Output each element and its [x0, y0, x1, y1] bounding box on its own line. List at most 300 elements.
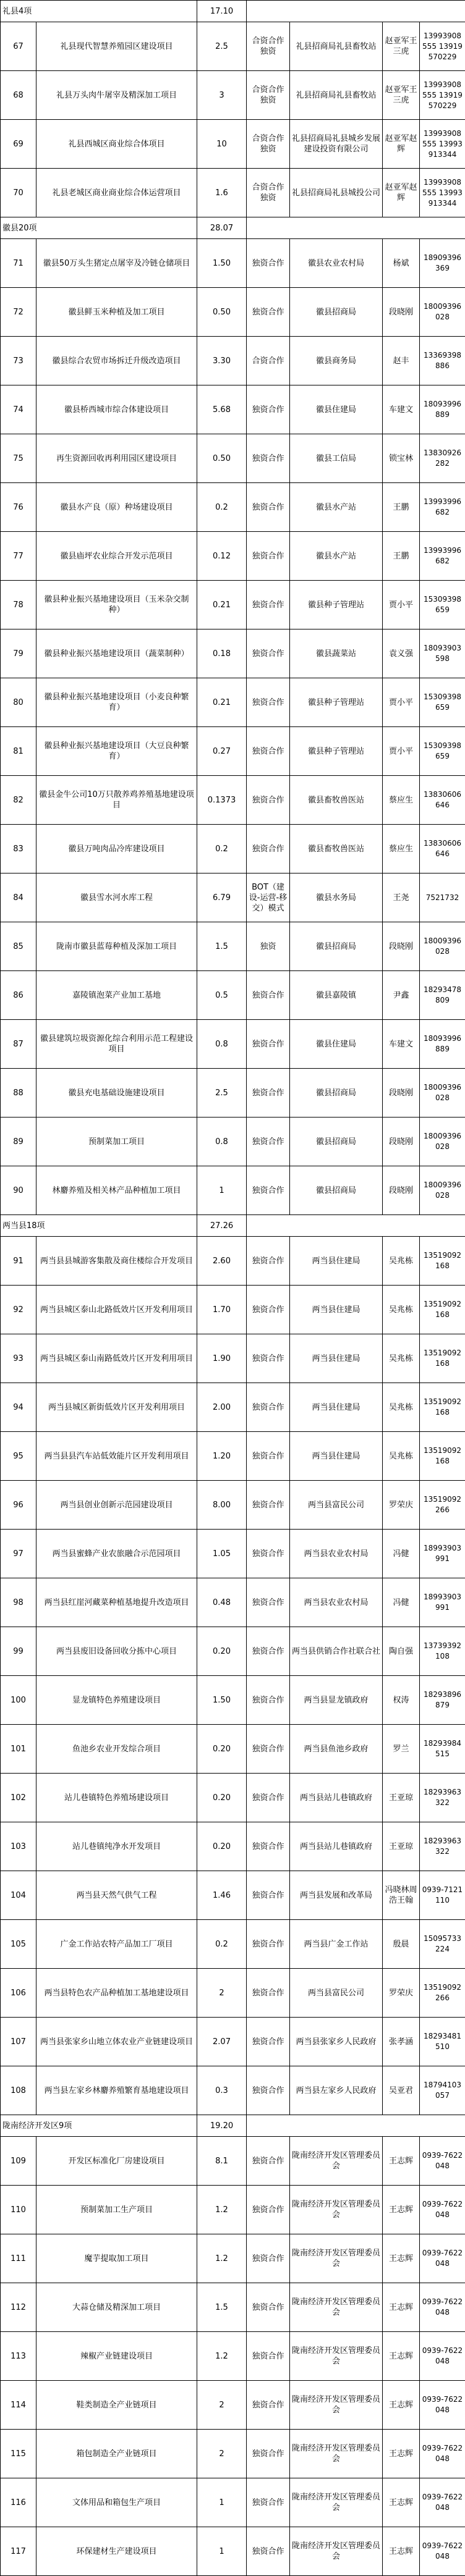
contact-phone: 18009396028: [420, 1118, 465, 1166]
contact-phone: 13993908555 13993913344: [420, 120, 465, 169]
investment-amount: 1.6: [197, 169, 247, 217]
contact-person: 冯晓林周浩王翰: [383, 1871, 420, 1920]
project-name: 徽县鲜玉米种植及加工项目: [36, 288, 197, 337]
row-number: 83: [1, 825, 36, 873]
project-name: 开发区标准化厂房建设项目: [36, 2137, 197, 2186]
contact-person: 赵丰: [383, 337, 420, 385]
contact-person: 段晓刚: [383, 1069, 420, 1118]
responsible-unit: 徽县畜牧兽医站: [290, 776, 383, 825]
contact-person: 贾小平: [383, 678, 420, 727]
investment-amount: 0.48: [197, 1578, 247, 1627]
investment-amount: 0.8: [197, 1020, 247, 1069]
project-name: 礼县西城区商业综合体项目: [36, 120, 197, 169]
contact-phone: 0939-7622048: [420, 2332, 465, 2381]
table-row: [1, 1020, 465, 1069]
section-header-row: [1, 217, 465, 239]
contact-person: 王尧: [383, 873, 420, 922]
cooperation-mode: 独资合作: [247, 1334, 290, 1383]
responsible-unit: 礼县招商局礼县城投公司: [290, 169, 383, 217]
cooperation-mode: 独资合作: [247, 483, 290, 532]
table-row: [1, 71, 465, 120]
responsible-unit: 徽县招商局: [290, 1118, 383, 1166]
row-number: 100: [1, 1676, 36, 1725]
project-name: 箱包制造全产业链项目: [36, 2430, 197, 2478]
table-row: [1, 120, 465, 169]
project-name: 显龙镇特色养殖建设项目: [36, 1676, 197, 1725]
project-name: 徽县综合农贸市场拆迁升级改造项目: [36, 337, 197, 385]
table-row: [1, 922, 465, 971]
table-row: [1, 1774, 465, 1822]
section-total: 28.07: [197, 217, 247, 239]
responsible-unit: 徽县种子管理站: [290, 678, 383, 727]
table-row: [1, 2186, 465, 2234]
contact-person: 车建文: [383, 1020, 420, 1069]
table-row: [1, 629, 465, 678]
responsible-unit: 礼县招商局礼县畜牧站: [290, 71, 383, 120]
table-row: [1, 337, 465, 385]
project-name: 再生资源回收再利用园区建设项目: [36, 434, 197, 483]
row-number: 76: [1, 483, 36, 532]
table-row: [1, 2381, 465, 2430]
row-number: 69: [1, 120, 36, 169]
responsible-unit: 徽县招商局: [290, 288, 383, 337]
responsible-unit: 两当县住建局: [290, 1286, 383, 1334]
row-number: 110: [1, 2186, 36, 2234]
row-number: 90: [1, 1166, 36, 1215]
cooperation-mode: 独资合作: [247, 1920, 290, 1969]
cooperation-mode: 独资合作: [247, 1118, 290, 1166]
table-row: [1, 1530, 465, 1578]
table-row: [1, 2527, 465, 2576]
row-number: 74: [1, 385, 36, 434]
project-name: 两当县天然气供气工程: [36, 1871, 197, 1920]
project-name: 两当县红崖河藏菜种植基地提升改造项目: [36, 1578, 197, 1627]
table-row: [1, 239, 465, 288]
cooperation-mode: 独资合作: [247, 1383, 290, 1432]
section-header-row: [1, 1215, 465, 1237]
table-row: [1, 1286, 465, 1334]
contact-phone: 15095733224: [420, 1920, 465, 1969]
responsible-unit: 徽县水务局: [290, 873, 383, 922]
project-name: 两当县城区新街低效片区开发利用项目: [36, 1383, 197, 1432]
responsible-unit: 徽县住建局: [290, 1020, 383, 1069]
contact-phone: 0939-7622048: [420, 2430, 465, 2478]
section-empty-cell: [247, 217, 465, 239]
investment-amount: 1.50: [197, 239, 247, 288]
section-empty-cell: [247, 1, 465, 22]
row-number: 71: [1, 239, 36, 288]
table-row: [1, 727, 465, 776]
row-number: 67: [1, 22, 36, 71]
table-row: [1, 873, 465, 922]
row-number: 106: [1, 1969, 36, 2018]
responsible-unit: 两当县富民公司: [290, 1481, 383, 1530]
contact-phone: 18993903991: [420, 1530, 465, 1578]
section-total: 27.26: [197, 1215, 247, 1237]
section-title: 徽县20项: [1, 217, 197, 239]
contact-person: 杨斌: [383, 239, 420, 288]
row-number: 104: [1, 1871, 36, 1920]
table-row: [1, 2234, 465, 2283]
cooperation-mode: 合资合作独资: [247, 71, 290, 120]
row-number: 85: [1, 922, 36, 971]
responsible-unit: 两当县住建局: [290, 1432, 383, 1481]
table-row: [1, 1069, 465, 1118]
responsible-unit: 礼县招商局礼县城乡发展建设投资有限公司: [290, 120, 383, 169]
investment-amount: 0.50: [197, 434, 247, 483]
project-name: 礼县老城区商业商业综合体运营项目: [36, 169, 197, 217]
cooperation-mode: 独资合作: [247, 1578, 290, 1627]
section-total: 19.20: [197, 2115, 247, 2137]
contact-phone: 18993903991: [420, 1578, 465, 1627]
cooperation-mode: 合资合作独资: [247, 120, 290, 169]
contact-phone: 18293963322: [420, 1774, 465, 1822]
project-name: 徽县种业振兴基地建设项目（玉米杂交制种）: [36, 581, 197, 629]
responsible-unit: 徽县水产站: [290, 532, 383, 581]
contact-phone: 13519092168: [420, 1334, 465, 1383]
section-title: 礼县4项: [1, 1, 197, 22]
row-number: 79: [1, 629, 36, 678]
contact-phone: 18293984515: [420, 1725, 465, 1774]
table-row: [1, 678, 465, 727]
contact-person: 段晓刚: [383, 1118, 420, 1166]
investment-amount: 2.5: [197, 22, 247, 71]
contact-person: 段晓刚: [383, 922, 420, 971]
table-row: [1, 825, 465, 873]
contact-person: 王亚琼: [383, 1822, 420, 1871]
section-header-row: [1, 1, 465, 22]
project-table-body: [1, 1, 465, 2576]
contact-person: 王鹏: [383, 532, 420, 581]
contact-phone: 0939-7622048: [420, 2381, 465, 2430]
contact-phone: 18293896879: [420, 1676, 465, 1725]
contact-phone: 13830606646: [420, 825, 465, 873]
cooperation-mode: 独资合作: [247, 1822, 290, 1871]
project-name: 徽县桥西城市综合体建设项目: [36, 385, 197, 434]
responsible-unit: 徽县畜牧兽医站: [290, 825, 383, 873]
contact-person: 蔡应生: [383, 776, 420, 825]
row-number: 96: [1, 1481, 36, 1530]
cooperation-mode: 独资合作: [247, 532, 290, 581]
contact-person: 王志辉: [383, 2234, 420, 2283]
project-name: 徽县水产良（原）种场建设项目: [36, 483, 197, 532]
investment-amount: 0.1373: [197, 776, 247, 825]
contact-person: 王志辉: [383, 2186, 420, 2234]
contact-phone: 13993996682: [420, 532, 465, 581]
responsible-unit: 陇南经济开发区管理委员会: [290, 2381, 383, 2430]
responsible-unit: 陇南经济开发区管理委员会: [290, 2332, 383, 2381]
contact-phone: 13830606646: [420, 776, 465, 825]
cooperation-mode: 独资合作: [247, 239, 290, 288]
responsible-unit: 两当县发展和改革局: [290, 1871, 383, 1920]
project-name: 徽县种业振兴基地建设项目（小麦良种繁育）: [36, 678, 197, 727]
investment-amount: 1: [197, 2527, 247, 2576]
contact-phone: 18009396028: [420, 922, 465, 971]
contact-phone: 13993908555 13919570229: [420, 22, 465, 71]
contact-phone: 18093996889: [420, 385, 465, 434]
investment-amount: 2.07: [197, 2018, 247, 2066]
responsible-unit: 陇南经济开发区管理委员会: [290, 2478, 383, 2527]
contact-phone: 18293478809: [420, 971, 465, 1020]
cooperation-mode: 独资合作: [247, 1237, 290, 1286]
investment-amount: 1.5: [197, 2283, 247, 2332]
responsible-unit: 两当县站儿巷镇政府: [290, 1822, 383, 1871]
row-number: 75: [1, 434, 36, 483]
investment-amount: 6.79: [197, 873, 247, 922]
project-name: 嘉陵镇泡菜产业加工基地: [36, 971, 197, 1020]
contact-person: 贾小平: [383, 581, 420, 629]
responsible-unit: 两当县张家乡人民政府: [290, 2018, 383, 2066]
contact-person: 赵亚军赵辉: [383, 169, 420, 217]
project-name: 环保建材生产建设项目: [36, 2527, 197, 2576]
cooperation-mode: 独资合作: [247, 2332, 290, 2381]
row-number: 102: [1, 1774, 36, 1822]
investment-amount: 0.21: [197, 581, 247, 629]
section-total: 17.10: [197, 1, 247, 22]
responsible-unit: 徽县商务局: [290, 337, 383, 385]
cooperation-mode: 独资合作: [247, 1627, 290, 1676]
contact-person: 锁宝林: [383, 434, 420, 483]
project-name: 礼县万头肉牛屠宰及精深加工项目: [36, 71, 197, 120]
table-row: [1, 1822, 465, 1871]
row-number: 81: [1, 727, 36, 776]
contact-phone: 18093903598: [420, 629, 465, 678]
project-name: 徽县万吨肉品冷库建设项目: [36, 825, 197, 873]
row-number: 113: [1, 2332, 36, 2381]
project-name: 辣椒产业链建设项目: [36, 2332, 197, 2381]
table-row: [1, 2283, 465, 2332]
contact-phone: 18093996889: [420, 1020, 465, 1069]
responsible-unit: 徽县招商局: [290, 922, 383, 971]
row-number: 101: [1, 1725, 36, 1774]
project-name: 大蒜仓储及精深加工项目: [36, 2283, 197, 2332]
responsible-unit: 两当县住建局: [290, 1334, 383, 1383]
table-row: [1, 971, 465, 1020]
contact-person: 蔡应生: [383, 825, 420, 873]
project-name: 林麝养殖及相关林产品种植加工项目: [36, 1166, 197, 1215]
contact-phone: 13519092168: [420, 1432, 465, 1481]
cooperation-mode: 独资合作: [247, 385, 290, 434]
cooperation-mode: BOT（建设-运营-移交）模式: [247, 873, 290, 922]
row-number: 93: [1, 1334, 36, 1383]
project-name: 两当县废旧设备回收分拣中心项目: [36, 1627, 197, 1676]
investment-amount: 1.5: [197, 922, 247, 971]
cooperation-mode: 独资合作: [247, 2018, 290, 2066]
responsible-unit: 徽县种子管理站: [290, 727, 383, 776]
investment-amount: 0.20: [197, 1774, 247, 1822]
project-name: 徽县充电基础设施建设项目: [36, 1069, 197, 1118]
table-row: [1, 2066, 465, 2115]
responsible-unit: 徽县工信局: [290, 434, 383, 483]
responsible-unit: 两当县富民公司: [290, 1969, 383, 2018]
investment-amount: 1.90: [197, 1334, 247, 1383]
contact-phone: 18794103057: [420, 2066, 465, 2115]
contact-person: 尹鑫: [383, 971, 420, 1020]
cooperation-mode: 独资合作: [247, 2283, 290, 2332]
contact-person: 袁义强: [383, 629, 420, 678]
investment-amount: 0.2: [197, 483, 247, 532]
responsible-unit: 两当县农业农村局: [290, 1530, 383, 1578]
row-number: 88: [1, 1069, 36, 1118]
contact-phone: 13519092266: [420, 1969, 465, 2018]
investment-amount: 0.21: [197, 678, 247, 727]
responsible-unit: 陇南经济开发区管理委员会: [290, 2234, 383, 2283]
investment-amount: 8.00: [197, 1481, 247, 1530]
section-header-row: [1, 2115, 465, 2137]
responsible-unit: 徽县蔬菜站: [290, 629, 383, 678]
contact-person: 吴兆栋: [383, 1286, 420, 1334]
contact-person: 王志辉: [383, 2527, 420, 2576]
investment-amount: 1.70: [197, 1286, 247, 1334]
row-number: 109: [1, 2137, 36, 2186]
table-row: [1, 2430, 465, 2478]
responsible-unit: 陇南经济开发区管理委员会: [290, 2186, 383, 2234]
investment-amount: 3: [197, 71, 247, 120]
cooperation-mode: 独资合作: [247, 2430, 290, 2478]
contact-person: 吴亚君: [383, 2066, 420, 2115]
row-number: 94: [1, 1383, 36, 1432]
investment-amount: 0.2: [197, 825, 247, 873]
project-name: 徽县建筑垃圾资源化综合利用示范工程建设项目: [36, 1020, 197, 1069]
contact-phone: 13519092168: [420, 1383, 465, 1432]
responsible-unit: 两当县供销合作社联合社: [290, 1627, 383, 1676]
project-name: 礼县现代智慧养殖园区建设项目: [36, 22, 197, 71]
responsible-unit: 陇南经济开发区管理委员会: [290, 2527, 383, 2576]
row-number: 112: [1, 2283, 36, 2332]
table-row: [1, 1871, 465, 1920]
project-name: 陇南市徽县蓝莓种植及深加工项目: [36, 922, 197, 971]
section-title: 陇南经济开发区9项: [1, 2115, 197, 2137]
cooperation-mode: 独资合作: [247, 288, 290, 337]
section-empty-cell: [247, 1215, 465, 1237]
project-name: 徽县种业振兴基地建设项目（大豆良种繁育）: [36, 727, 197, 776]
contact-person: 罗荣庆: [383, 1969, 420, 2018]
table-row: [1, 1578, 465, 1627]
contact-phone: 13519092168: [420, 1237, 465, 1286]
contact-phone: 15309398659: [420, 678, 465, 727]
row-number: 114: [1, 2381, 36, 2430]
investment-amount: 2: [197, 2381, 247, 2430]
project-name: 两当县城区泰山北路低效片区开发利用项目: [36, 1286, 197, 1334]
table-row: [1, 2137, 465, 2186]
row-number: 115: [1, 2430, 36, 2478]
responsible-unit: 徽县水产站: [290, 483, 383, 532]
investment-amount: 0.12: [197, 532, 247, 581]
row-number: 98: [1, 1578, 36, 1627]
cooperation-mode: 独资合作: [247, 971, 290, 1020]
table-row: [1, 2478, 465, 2527]
row-number: 80: [1, 678, 36, 727]
contact-phone: 13993996682: [420, 483, 465, 532]
cooperation-mode: 独资合作: [247, 1481, 290, 1530]
responsible-unit: 徽县农业农村局: [290, 239, 383, 288]
contact-phone: 13739392108: [420, 1627, 465, 1676]
responsible-unit: 两当县住建局: [290, 1237, 383, 1286]
cooperation-mode: 独资合作: [247, 581, 290, 629]
cooperation-mode: 独资合作: [247, 678, 290, 727]
row-number: 78: [1, 581, 36, 629]
row-number: 82: [1, 776, 36, 825]
contact-phone: 13369398886: [420, 337, 465, 385]
responsible-unit: 徽县种子管理站: [290, 581, 383, 629]
cooperation-mode: 独资合作: [247, 1969, 290, 2018]
contact-phone: 15309398659: [420, 727, 465, 776]
contact-person: 段晓刚: [383, 288, 420, 337]
row-number: 116: [1, 2478, 36, 2527]
project-name: 徽县金牛公司10万只散养鸡养殖基地建设项目: [36, 776, 197, 825]
row-number: 117: [1, 2527, 36, 2576]
cooperation-mode: 独资合作: [247, 2381, 290, 2430]
responsible-unit: 两当县广金工作站: [290, 1920, 383, 1969]
responsible-unit: 礼县招商局礼县畜牧站: [290, 22, 383, 71]
contact-phone: 0939-7622048: [420, 2478, 465, 2527]
contact-person: 王志辉: [383, 2430, 420, 2478]
contact-person: 段晓刚: [383, 1166, 420, 1215]
responsible-unit: 两当县住建局: [290, 1383, 383, 1432]
investment-amount: 3.30: [197, 337, 247, 385]
cooperation-mode: 独资合作: [247, 727, 290, 776]
investment-amount: 1.50: [197, 1676, 247, 1725]
investment-amount: 8.1: [197, 2137, 247, 2186]
table-row: [1, 776, 465, 825]
table-row: [1, 2332, 465, 2381]
contact-person: 王志辉: [383, 2137, 420, 2186]
table-row: [1, 1481, 465, 1530]
project-name: 两当县特色农产品种植加工基地建设项目: [36, 1969, 197, 2018]
table-row: [1, 1334, 465, 1383]
table-row: [1, 1676, 465, 1725]
contact-phone: 7521732: [420, 873, 465, 922]
row-number: 97: [1, 1530, 36, 1578]
investment-amount: 1.2: [197, 2234, 247, 2283]
table-row: [1, 288, 465, 337]
cooperation-mode: 独资合作: [247, 1530, 290, 1578]
section-title: 两当县18项: [1, 1215, 197, 1237]
cooperation-mode: 独资合作: [247, 434, 290, 483]
contact-phone: 18909396369: [420, 239, 465, 288]
investment-amount: 10: [197, 120, 247, 169]
project-name: 两当县城区泰山南路低效片区开发利用项目: [36, 1334, 197, 1383]
contact-phone: 13519092168: [420, 1286, 465, 1334]
cooperation-mode: 独资合作: [247, 1676, 290, 1725]
investment-amount: 1.2: [197, 2332, 247, 2381]
contact-person: 吴兆栋: [383, 1334, 420, 1383]
responsible-unit: 徽县招商局: [290, 1069, 383, 1118]
cooperation-mode: 独资合作: [247, 1774, 290, 1822]
table-row: [1, 22, 465, 71]
contact-person: 王志辉: [383, 2283, 420, 2332]
table-row: [1, 483, 465, 532]
cooperation-mode: 独资合作: [247, 2186, 290, 2234]
row-number: 86: [1, 971, 36, 1020]
table-row: [1, 1725, 465, 1774]
row-number: 91: [1, 1237, 36, 1286]
investment-amount: 1: [197, 1166, 247, 1215]
contact-person: 权涛: [383, 1676, 420, 1725]
table-row: [1, 532, 465, 581]
contact-phone: 13993908555 13993913344: [420, 169, 465, 217]
investment-amount: 1.2: [197, 2186, 247, 2234]
section-empty-cell: [247, 2115, 465, 2137]
responsible-unit: 陇南经济开发区管理委员会: [290, 2283, 383, 2332]
project-name: 徽县雪水河水库工程: [36, 873, 197, 922]
contact-person: 罗荣庆: [383, 1481, 420, 1530]
row-number: 92: [1, 1286, 36, 1334]
cooperation-mode: 合资合作独资: [247, 169, 290, 217]
contact-person: 陶自强: [383, 1627, 420, 1676]
investment-amount: 1.05: [197, 1530, 247, 1578]
project-name: 鞋类制造全产业链项目: [36, 2381, 197, 2430]
